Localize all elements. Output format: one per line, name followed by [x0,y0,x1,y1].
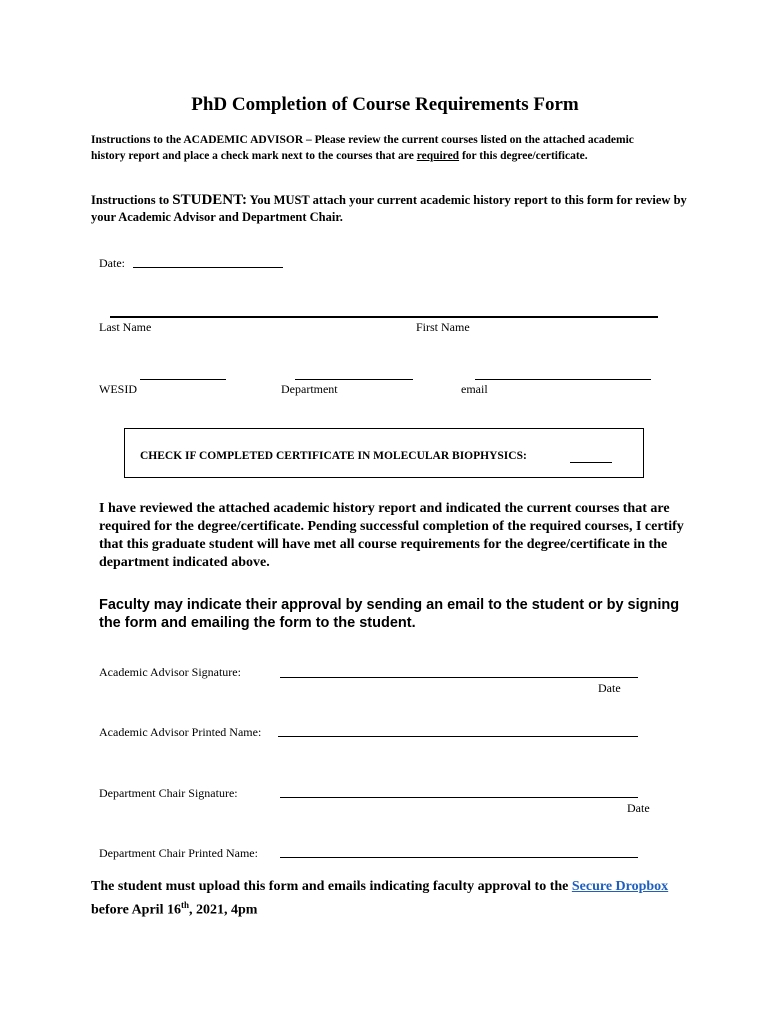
student-instructions [91,192,691,226]
advisor-date-label: Date [598,681,621,695]
upload-instruction [91,878,691,920]
advisor-instructions [91,132,671,164]
certificate-check-label: CHECK IF COMPLETED CERTIFICATE IN MOLECULAR BIOPHYSICS: [140,450,527,462]
secure-dropbox-link[interactable]: Secure Dropbox [571,879,669,894]
wesid-label: WESID [99,382,137,396]
upload-prefix: The student must upload this form and emails indicating faculty approval to the [91,879,572,894]
student-instructions-lead: Instructions to [91,193,173,207]
advisor-instructions-prefix: Instructions to the ACADEMIC ADVISOR – Please review the current courses listed on the attached academic history report and place a check mark next to the courses that are [91,134,634,162]
last-name-label: Last Name [99,320,152,334]
advisor-instructions-suffix: for this degree/certificate. [459,150,588,162]
department-label: Department [281,382,338,396]
department-field[interactable] [295,379,413,380]
date-field[interactable] [133,267,283,268]
page-title: PhD Completion of Course Requirements Form [191,94,579,115]
email-label: email [461,382,488,396]
advisor-printed-name-label: Academic Advisor Printed Name: [99,725,262,739]
upload-suffix: , 2021, 4pm [188,902,258,918]
wesid-field[interactable] [140,379,226,380]
upload-superscript: th [180,900,189,910]
chair-signature-field[interactable] [280,797,638,798]
advisor-printed-name-field[interactable] [278,736,638,737]
chair-signature-label: Department Chair Signature: [99,786,238,800]
email-field[interactable] [475,379,651,380]
chair-printed-name-label: Department Chair Printed Name: [99,846,258,860]
certificate-check-field[interactable] [570,462,612,463]
advisor-signature-label: Academic Advisor Signature: [99,665,241,679]
student-word: STUDENT: [172,192,248,208]
chair-date-label: Date [627,801,650,815]
name-field[interactable] [110,316,658,318]
chair-printed-name-field[interactable] [280,857,638,858]
advisor-signature-field[interactable] [280,677,638,678]
student-instructions-body: You MUST attach your current academic history report to this form for review by your Academic Advisor and Department Chair. [91,193,687,224]
date-label: Date: [99,256,125,270]
review-statement: I have reviewed the attached academic history report and indicated the current courses that are required for the degree/certificate. Pending successful completion of the required courses, I certify that this graduate student will have met all course requirements for the degree/certificate in the department indicated above. [99,501,684,570]
upload-middle: before April 16 [91,902,181,918]
faculty-statement: Faculty may indicate their approval by sending an email to the student or by signing the form and emailing the form to the student. [99,597,680,631]
first-name-label: First Name [416,320,470,334]
required-word: required [416,150,460,162]
